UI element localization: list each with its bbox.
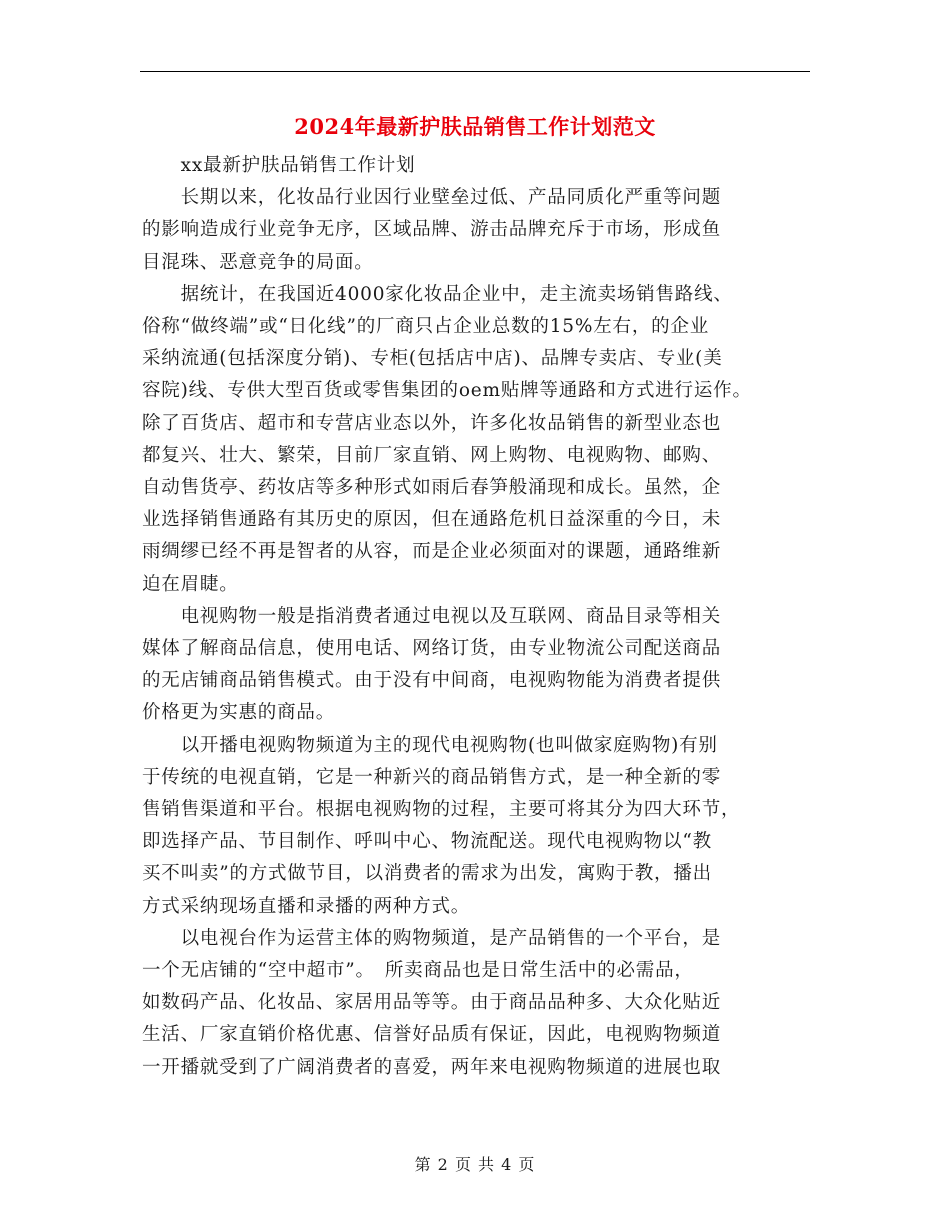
- paragraph: 长期以来，化妆品行业因行业壁垒过低、产品同质化严重等问题 的影响造成行业竞争无序，区域品牌、游击品牌充斥于市场，形成鱼 目混珠、恶意竞争的局面。: [142, 187, 722, 273]
- paragraph: 以电视台作为运营主体的购物频道，是产品销售的一个平台，是 一个无店铺的“空中超市”。 所卖商品也是日常生活中的必需品， 如数码产品、化妆品、家居用品等等。由于商品品种多、大众化贴近 生活、厂家直销价格优惠、信誉好品质有保证，因此，电视购物频道 一开播就受到了广阔消费者的喜爱，两年来电视购物频道的进展也取: [142, 927, 722, 1078]
- document-title: 2024年最新护肤品销售工作计划范文: [294, 114, 656, 139]
- paragraph-subtitle: xx最新护肤品销售工作计划: [142, 155, 416, 176]
- page-footer: [0, 1152, 950, 1175]
- paragraph: 据统计，在我国近4000家化妆品企业中，走主流卖场销售路线、 俗称“做终端”或“日化线”的厂商只占企业总数的15%左右，的企业 采纳流通(包括深度分销)、专柜(包括店中店)、品牌专卖店、专业(美 容院)线、专供大型百货或零售集团的oem贴牌等通路和方式进行运作。 除了百货店、超市和专营店业态以外，许多化妆品销售的新型业态也 都复兴、壮大、繁荣，目前厂家直销、网上购物、电视购物、邮购、 自动售货亭、药妆店等多种形式如雨后春笋般涌现和成长。虽然，企 业选择销售通路有其历史的原因，但在通路危机日益深重的今日，未 雨绸缪已经不再是智者的从容，而是企业必须面对的课题，通路维新 迫在眉睫。: [142, 283, 752, 595]
- document-body: [142, 150, 810, 1084]
- header-rule: [140, 71, 810, 72]
- paragraph: 电视购物一般是指消费者通过电视以及互联网、商品目录等相关 媒体了解商品信息，使用电话、网络订货，由专业物流公司配送商品 的无店铺商品销售模式。由于没有中间商，电视购物能为消费者提供 价格更为实惠的商品。: [142, 605, 722, 724]
- page-number: 第 2 页 共 4 页: [414, 1155, 536, 1174]
- paragraph: 以开播电视购物频道为主的现代电视购物(也叫做家庭购物)有别 于传统的电视直销，它是一种新兴的商品销售方式，是一种全新的零 售销售渠道和平台。根据电视购物的过程，主要可将其分为四大环节， 即选择产品、节目制作、呼叫中心、物流配送。现代电视购物以“教 买不叫卖”的方式做节目，以消费者的需求为出发，寓购于教，播出 方式采纳现场直播和录播的两种方式。: [142, 734, 741, 917]
